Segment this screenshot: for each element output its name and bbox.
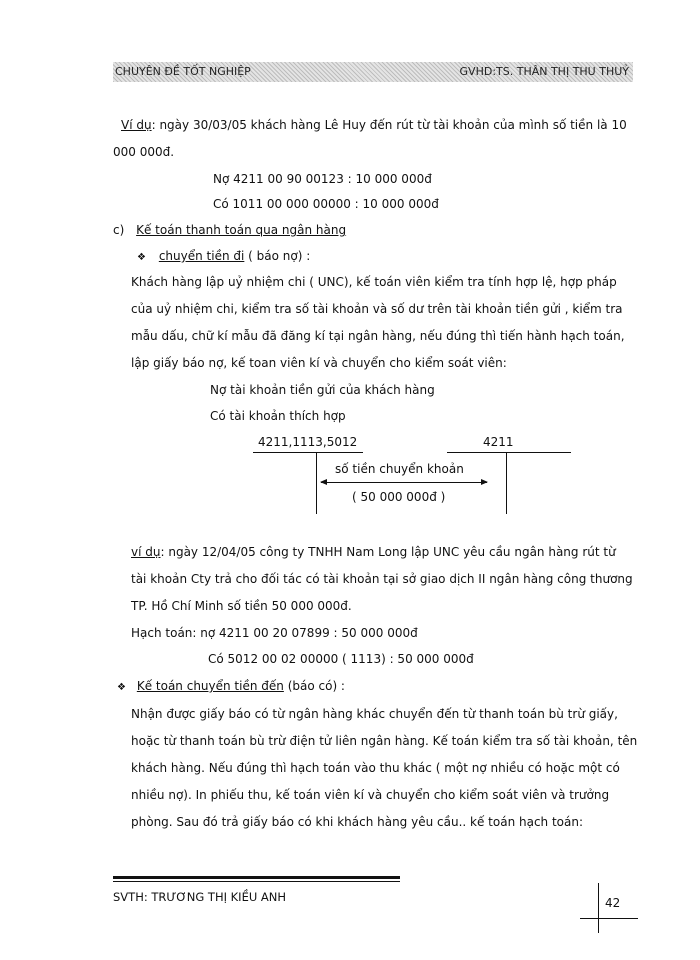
t-account-arrow-label: số tiền chuyển khoản [335,462,464,476]
transfer-out-line4: lập giấy báo nợ, kế toan viên kí và chuyển cho kiểm soát viên: [131,356,507,370]
t-account-left-label: 4211,1113,5012 [258,435,358,449]
footer-rule-thin [113,881,400,882]
transfer-in-heading [117,679,345,693]
transfer-out-line3: mẫu dấu, chữ kí mẫu đã đăng kí tại ngân hàng, nếu đúng thì tiến hành hạch toán, [131,329,625,343]
transfer-in-line4: nhiều nợ). In phiếu thu, kế toán viên kí và chuyển cho kiểm soát viên và trưởng [131,788,610,802]
example1-label: Ví dụ [121,118,152,132]
transfer-out-line1: Khách hàng lập uỷ nhiệm chi ( UNC), kế toán viên kiểm tra tính hợp lệ, hợp pháp [131,275,617,289]
t-account-right-label: 4211 [483,435,514,449]
t-account-left-top-rule [253,452,363,453]
example2-text1: : ngày 12/04/05 công ty TNHH Nam Long lập UNC yêu cầu ngân hàng rút từ [160,545,616,559]
example2-line1 [131,545,616,559]
header-left-title: CHUYÊN ĐỀ TỐT NGHIỆP [115,65,251,78]
transfer-out-note: ( báo nợ) : [248,249,311,263]
example1-no-entry: Nợ 4211 00 90 00123 : 10 000 000đ [213,172,432,186]
example2-line3: TP. Hồ Chí Minh số tiền 50 000 000đ. [131,599,352,613]
section-c-heading [113,223,346,237]
example2-line2: tài khoản Cty trả cho đối tác có tài khoản tại sở giao dịch II ngân hàng công thương [131,572,633,586]
bullet-icon: ❖ [137,252,146,263]
transfer-in-line3: khách hàng. Nếu đúng thì hạch toán vào thu khác ( một nợ nhiều có hoặc một có [131,761,620,775]
example2-label: ví dụ [131,545,161,559]
transfer-out-co: Có tài khoản thích hợp [210,409,346,423]
page-number: 42 [605,896,621,910]
example1-line1 [121,118,627,132]
example1-co-entry: Có 1011 00 000 00000 : 10 000 000đ [213,197,439,211]
transfer-out-heading [137,249,310,263]
page-cross-horizontal [580,918,638,919]
transfer-in-line2: hoặc từ thanh toán bù trừ điện tử liên ngân hàng. Kế toán kiểm tra số tài khoản, tên [131,734,638,748]
page-header [113,62,633,82]
transfer-in-line1: Nhận được giấy báo có từ ngân hàng khác chuyển đến từ thanh toán bù trừ giấy, [131,707,618,721]
t-account-amount: ( 50 000 000đ ) [352,490,446,504]
section-c-title: Kế toán thanh toán qua ngân hàng [136,223,347,237]
transfer-in-title: Kế toán chuyển tiền đến [136,679,284,693]
footer-rule-thick [113,876,400,879]
double-arrow-icon [321,482,487,483]
t-account-right-stem [506,452,507,514]
transfer-out-line2: của uỷ nhiệm chi, kiểm tra số tài khoản và số dư trên tài khoản tiền gửi , kiểm tra [131,302,623,316]
t-account-left-stem [316,452,317,514]
footer-author: SVTH: TRƯƠNG THỊ KIỀU ANH [113,890,287,904]
t-account-right-top-rule [447,452,571,453]
page-cross-vertical [598,883,599,933]
bullet-icon: ❖ [117,682,126,693]
transfer-out-title: chuyển tiền đi [158,249,245,263]
section-c-prefix: c) [113,223,125,237]
transfer-out-no: Nợ tài khoản tiền gửi của khách hàng [210,383,435,397]
header-right-title: GVHD:TS. THÂN THỊ THU THUỶ [459,65,629,78]
example2-entry2: Có 5012 00 02 00000 ( 1113) : 50 000 000đ [208,652,474,666]
transfer-in-note: (báo có) : [283,679,345,693]
transfer-in-line5: phòng. Sau đó trả giấy báo có khi khách hàng yêu cầu.. kế toán hạch toán: [131,815,584,829]
example2-entry1: Hạch toán: nợ 4211 00 20 07899 : 50 000 000đ [131,626,418,640]
example1-text2: 000 000đ. [113,145,175,159]
example1-text: : ngày 30/03/05 khách hàng Lê Huy đến rút từ tài khoản của mình số tiền là 10 [151,118,627,132]
